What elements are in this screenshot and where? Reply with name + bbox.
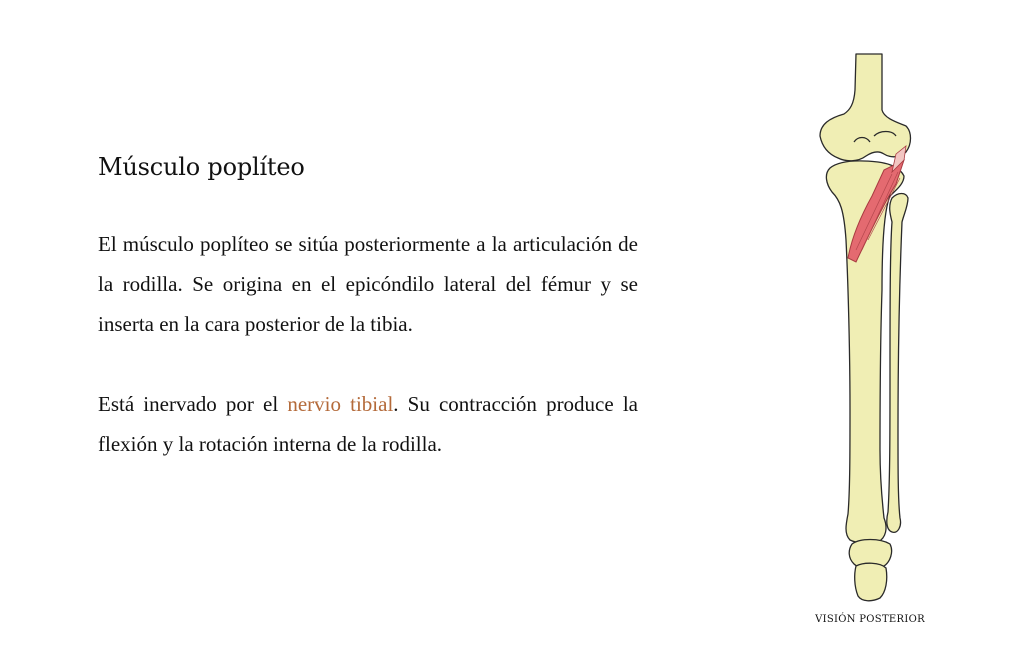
- calcaneus-bone: [855, 563, 887, 601]
- leg-bones-illustration: [800, 50, 940, 610]
- leg-bones-svg: [800, 50, 940, 610]
- tibial-nerve-link[interactable]: nervio tibial: [287, 392, 394, 416]
- paragraph-description: El músculo poplíteo se sitúa posteriormente a la articulación de la rodilla. Se origina en el epicóndilo lateral del fémur y se inserta en la cara posterior de la tibia.: [98, 232, 638, 336]
- figure-caption: VISIÓN POSTERIOR: [815, 614, 925, 625]
- fibula-bone: [887, 194, 908, 533]
- innervation-text-start: Está inervado por el: [98, 392, 288, 416]
- paragraph-innervation: [98, 384, 638, 464]
- femur-bone: [820, 54, 911, 161]
- page-title: Músculo poplíteo: [98, 153, 305, 181]
- innervation-text-end: . Su contracción produce la flexión y la rotación interna de la rodilla.: [98, 392, 638, 456]
- article: [98, 150, 638, 464]
